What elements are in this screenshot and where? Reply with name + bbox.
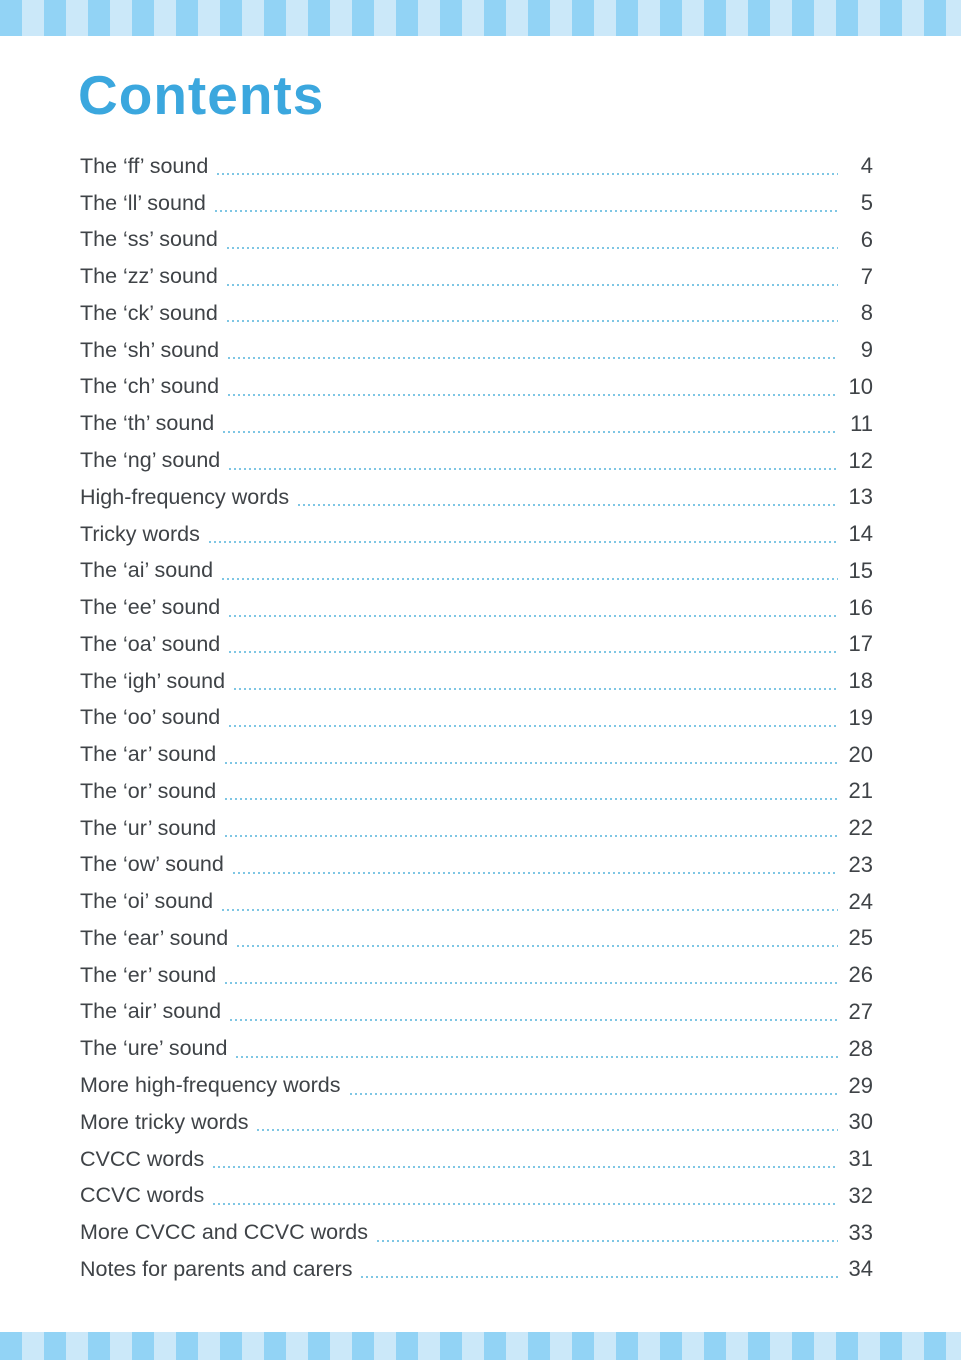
table-of-contents <box>80 148 873 1288</box>
dotted-leader <box>377 1240 838 1242</box>
toc-entry-label: The ‘ai’ sound <box>80 558 214 583</box>
top-stripe-band <box>0 0 961 36</box>
toc-row <box>80 295 873 332</box>
dotted-leader <box>298 504 838 506</box>
dotted-leader <box>234 688 838 690</box>
toc-row <box>80 552 873 589</box>
toc-row <box>80 883 873 920</box>
toc-entry-page: 15 <box>848 557 873 583</box>
toc-entry-page: 21 <box>848 778 873 804</box>
dotted-leader <box>229 468 838 470</box>
toc-row <box>80 626 873 663</box>
toc-entry-label: The ‘sh’ sound <box>80 337 220 362</box>
toc-entry-page: 9 <box>860 337 873 363</box>
toc-entry-label: The ‘ure’ sound <box>80 1036 228 1061</box>
toc-entry-page: 30 <box>848 1109 873 1135</box>
toc-entry-page: 4 <box>860 153 873 179</box>
toc-row <box>80 148 873 185</box>
toc-entry-label: The ‘ng’ sound <box>80 448 221 472</box>
toc-row <box>80 957 873 994</box>
toc-entry-label: The ‘air’ sound <box>80 999 222 1024</box>
toc-row <box>80 810 873 847</box>
dotted-leader <box>227 284 838 286</box>
dotted-leader <box>230 1019 838 1021</box>
dotted-leader <box>227 247 838 249</box>
dotted-leader <box>222 909 838 911</box>
dotted-leader <box>257 1129 838 1131</box>
bottom-stripe-band <box>0 1332 961 1360</box>
toc-entry-page: 12 <box>848 447 873 473</box>
toc-entry-page: 27 <box>848 998 873 1024</box>
toc-entry-label: The ‘ee’ sound <box>80 595 221 620</box>
dotted-leader <box>225 835 838 837</box>
toc-row <box>80 699 873 736</box>
dotted-leader <box>233 872 838 874</box>
toc-entry-label: The ‘igh’ sound <box>80 668 226 693</box>
toc-entry-page: 22 <box>848 815 873 841</box>
dotted-leader <box>213 1166 838 1168</box>
toc-entry-page: 17 <box>848 631 873 657</box>
toc-entry-page: 6 <box>860 226 873 252</box>
toc-entry-label: The ‘ff’ sound <box>80 153 209 178</box>
toc-entry-label: The ‘or’ sound <box>80 778 217 803</box>
dotted-leader <box>222 578 838 580</box>
toc-entry-label: The ‘ar’ sound <box>80 742 217 767</box>
toc-row <box>80 185 873 222</box>
toc-row <box>80 994 873 1031</box>
toc-row <box>80 589 873 626</box>
toc-row <box>80 1067 873 1104</box>
dotted-leader <box>227 320 838 322</box>
toc-entry-page: 16 <box>848 594 873 620</box>
dotted-leader <box>361 1276 838 1278</box>
dotted-leader <box>229 615 838 617</box>
toc-entry-label: Notes for parents and carers <box>80 1256 353 1281</box>
toc-entry-page: 19 <box>848 704 873 730</box>
toc-entry-label: CVCC words <box>80 1146 205 1171</box>
toc-entry-label: The ‘ck’ sound <box>80 300 218 325</box>
dotted-leader <box>229 651 838 653</box>
toc-entry-label: More CVCC and CCVC words <box>80 1220 368 1245</box>
toc-row <box>80 332 873 369</box>
toc-row <box>80 663 873 700</box>
toc-entry-label: The ‘ch’ sound <box>80 374 220 399</box>
page-title: Contents <box>78 64 325 126</box>
toc-entry-page: 20 <box>848 741 873 767</box>
dotted-leader <box>209 541 838 543</box>
toc-entry-page: 14 <box>848 521 873 547</box>
dotted-leader <box>236 1056 838 1058</box>
toc-entry-page: 28 <box>848 1035 873 1061</box>
toc-entry-page: 34 <box>848 1256 873 1282</box>
toc-row <box>80 1251 873 1288</box>
dotted-leader <box>225 798 838 800</box>
toc-row <box>80 516 873 553</box>
toc-row <box>80 369 873 406</box>
dotted-leader <box>228 357 838 359</box>
toc-entry-label: The ‘ss’ sound <box>80 227 218 252</box>
toc-row <box>80 222 873 259</box>
toc-row <box>80 258 873 295</box>
toc-entry-label: More tricky words <box>80 1109 249 1134</box>
toc-entry-page: 10 <box>848 373 873 399</box>
toc-row <box>80 736 873 773</box>
toc-row <box>80 479 873 516</box>
toc-entry-label: The ‘ow’ sound <box>80 852 224 877</box>
toc-entry-page: 11 <box>850 410 873 436</box>
toc-entry-page: 18 <box>848 668 873 694</box>
toc-entry-page: 29 <box>848 1072 873 1098</box>
toc-entry-label: The ‘th’ sound <box>80 411 215 436</box>
dotted-leader <box>215 210 838 212</box>
toc-row <box>80 920 873 957</box>
toc-entry-label: The ‘zz’ sound <box>80 264 218 289</box>
toc-entry-label: The ‘oo’ sound <box>80 705 221 730</box>
toc-entry-label: The ‘oi’ sound <box>80 889 214 914</box>
toc-entry-label: High-frequency words <box>80 484 290 509</box>
dotted-leader <box>225 982 838 984</box>
toc-entry-page: 31 <box>848 1146 873 1172</box>
toc-entry-page: 8 <box>860 300 873 326</box>
dotted-leader <box>228 394 838 396</box>
dotted-leader <box>213 1203 838 1205</box>
toc-entry-label: The ‘er’ sound <box>80 962 217 987</box>
toc-entry-page: 25 <box>848 925 873 951</box>
toc-row <box>80 1104 873 1141</box>
toc-row <box>80 773 873 810</box>
toc-entry-page: 24 <box>848 888 873 914</box>
toc-row <box>80 1177 873 1214</box>
dotted-leader <box>229 725 838 727</box>
dotted-leader <box>223 431 838 433</box>
toc-entry-page: 7 <box>860 263 873 289</box>
toc-entry-label: CCVC words <box>80 1183 205 1208</box>
dotted-leader <box>350 1093 838 1095</box>
toc-entry-label: The ‘ur’ sound <box>80 815 217 840</box>
toc-entry-label: The ‘ear’ sound <box>80 925 229 950</box>
toc-entry-label: Tricky words <box>80 521 200 546</box>
toc-entry-label: The ‘oa’ sound <box>80 631 221 656</box>
dotted-leader <box>237 945 838 947</box>
dotted-leader <box>217 173 838 175</box>
toc-row <box>80 1214 873 1251</box>
toc-row <box>80 442 873 479</box>
toc-entry-page: 33 <box>848 1219 873 1245</box>
toc-entry-label: The ‘ll’ sound <box>80 190 206 215</box>
toc-entry-page: 5 <box>860 190 873 216</box>
toc-row <box>80 1030 873 1067</box>
toc-entry-page: 23 <box>848 851 873 877</box>
toc-entry-label: More high-frequency words <box>80 1073 341 1098</box>
toc-entry-page: 26 <box>848 962 873 988</box>
toc-entry-page: 32 <box>848 1182 873 1208</box>
toc-row <box>80 405 873 442</box>
toc-entry-page: 13 <box>848 484 873 510</box>
toc-row <box>80 847 873 884</box>
dotted-leader <box>225 762 838 764</box>
toc-row <box>80 1141 873 1178</box>
